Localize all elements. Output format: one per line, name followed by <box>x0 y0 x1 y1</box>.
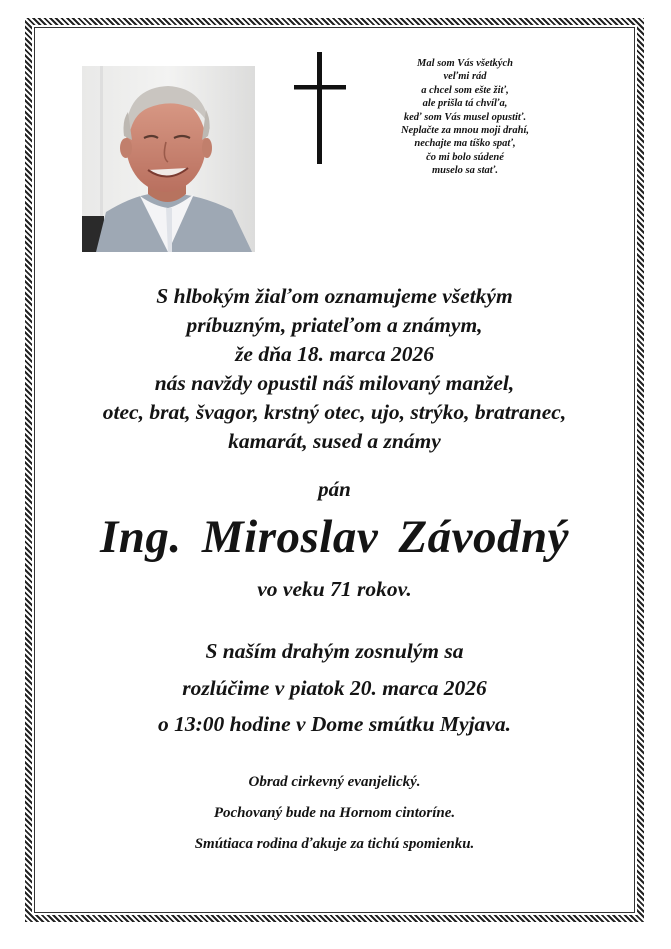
poem-line: keď som Vás musel opustiť. <box>403 111 527 123</box>
farewell-line: S naším drahým zosnulým sa <box>205 639 464 663</box>
portrait-photo <box>82 66 255 252</box>
poem-line: a chcel som ešte žiť, <box>421 84 509 96</box>
note-line: Obrad cirkevný evanjelický. <box>248 774 421 790</box>
poem-line: ale prišla tá chvíľa, <box>422 98 508 110</box>
announcement-line: príbuzným, priateľom a známym, <box>186 313 483 337</box>
announcement-line: S hlbokým žiaľom oznamujeme všetkým <box>156 284 513 308</box>
poem-line: veľmi rád <box>443 71 487 83</box>
poem-line: nechajte ma tíško spať, <box>414 138 516 150</box>
announcement-line: že dňa 18. marca 2026 <box>235 342 434 366</box>
note-line: Pochovaný bude na Hornom cintoríne. <box>213 805 456 821</box>
deceased-age: vo veku 71 rokov. <box>257 577 412 601</box>
farewell-line: o 13:00 hodine v Dome smútku Myjava. <box>158 712 511 736</box>
ceremony-notes <box>34 767 635 860</box>
announcement-line: otec, brat, švagor, krstný otec, ujo, strýko, bratranec, <box>102 400 567 424</box>
deceased-name: Ing. Miroslav Závodný <box>99 511 570 563</box>
farewell-details <box>34 633 635 743</box>
poem-line: Mal som Vás všetkých <box>417 58 513 69</box>
poem-line: čo mi bolo súdené <box>426 151 504 163</box>
honorific-title: pán <box>318 477 351 501</box>
farewell-line: rozlúčime v piatok 20. marca 2026 <box>182 675 487 700</box>
poem-line: Neplačte za mnou moji drahí, <box>400 125 530 137</box>
death-announcement <box>34 282 635 456</box>
poem-line: muselo sa stať. <box>432 165 498 177</box>
portrait-illustration <box>82 66 255 252</box>
announcement-line: kamarát, sused a známy <box>228 429 441 453</box>
cross-icon <box>294 52 346 164</box>
announcement-line: nás navždy opustil náš milovaný manžel, <box>154 371 515 395</box>
memorial-poem <box>350 57 580 178</box>
note-line: Smútiaca rodina ďakuje za tichú spomienku. <box>194 836 475 852</box>
